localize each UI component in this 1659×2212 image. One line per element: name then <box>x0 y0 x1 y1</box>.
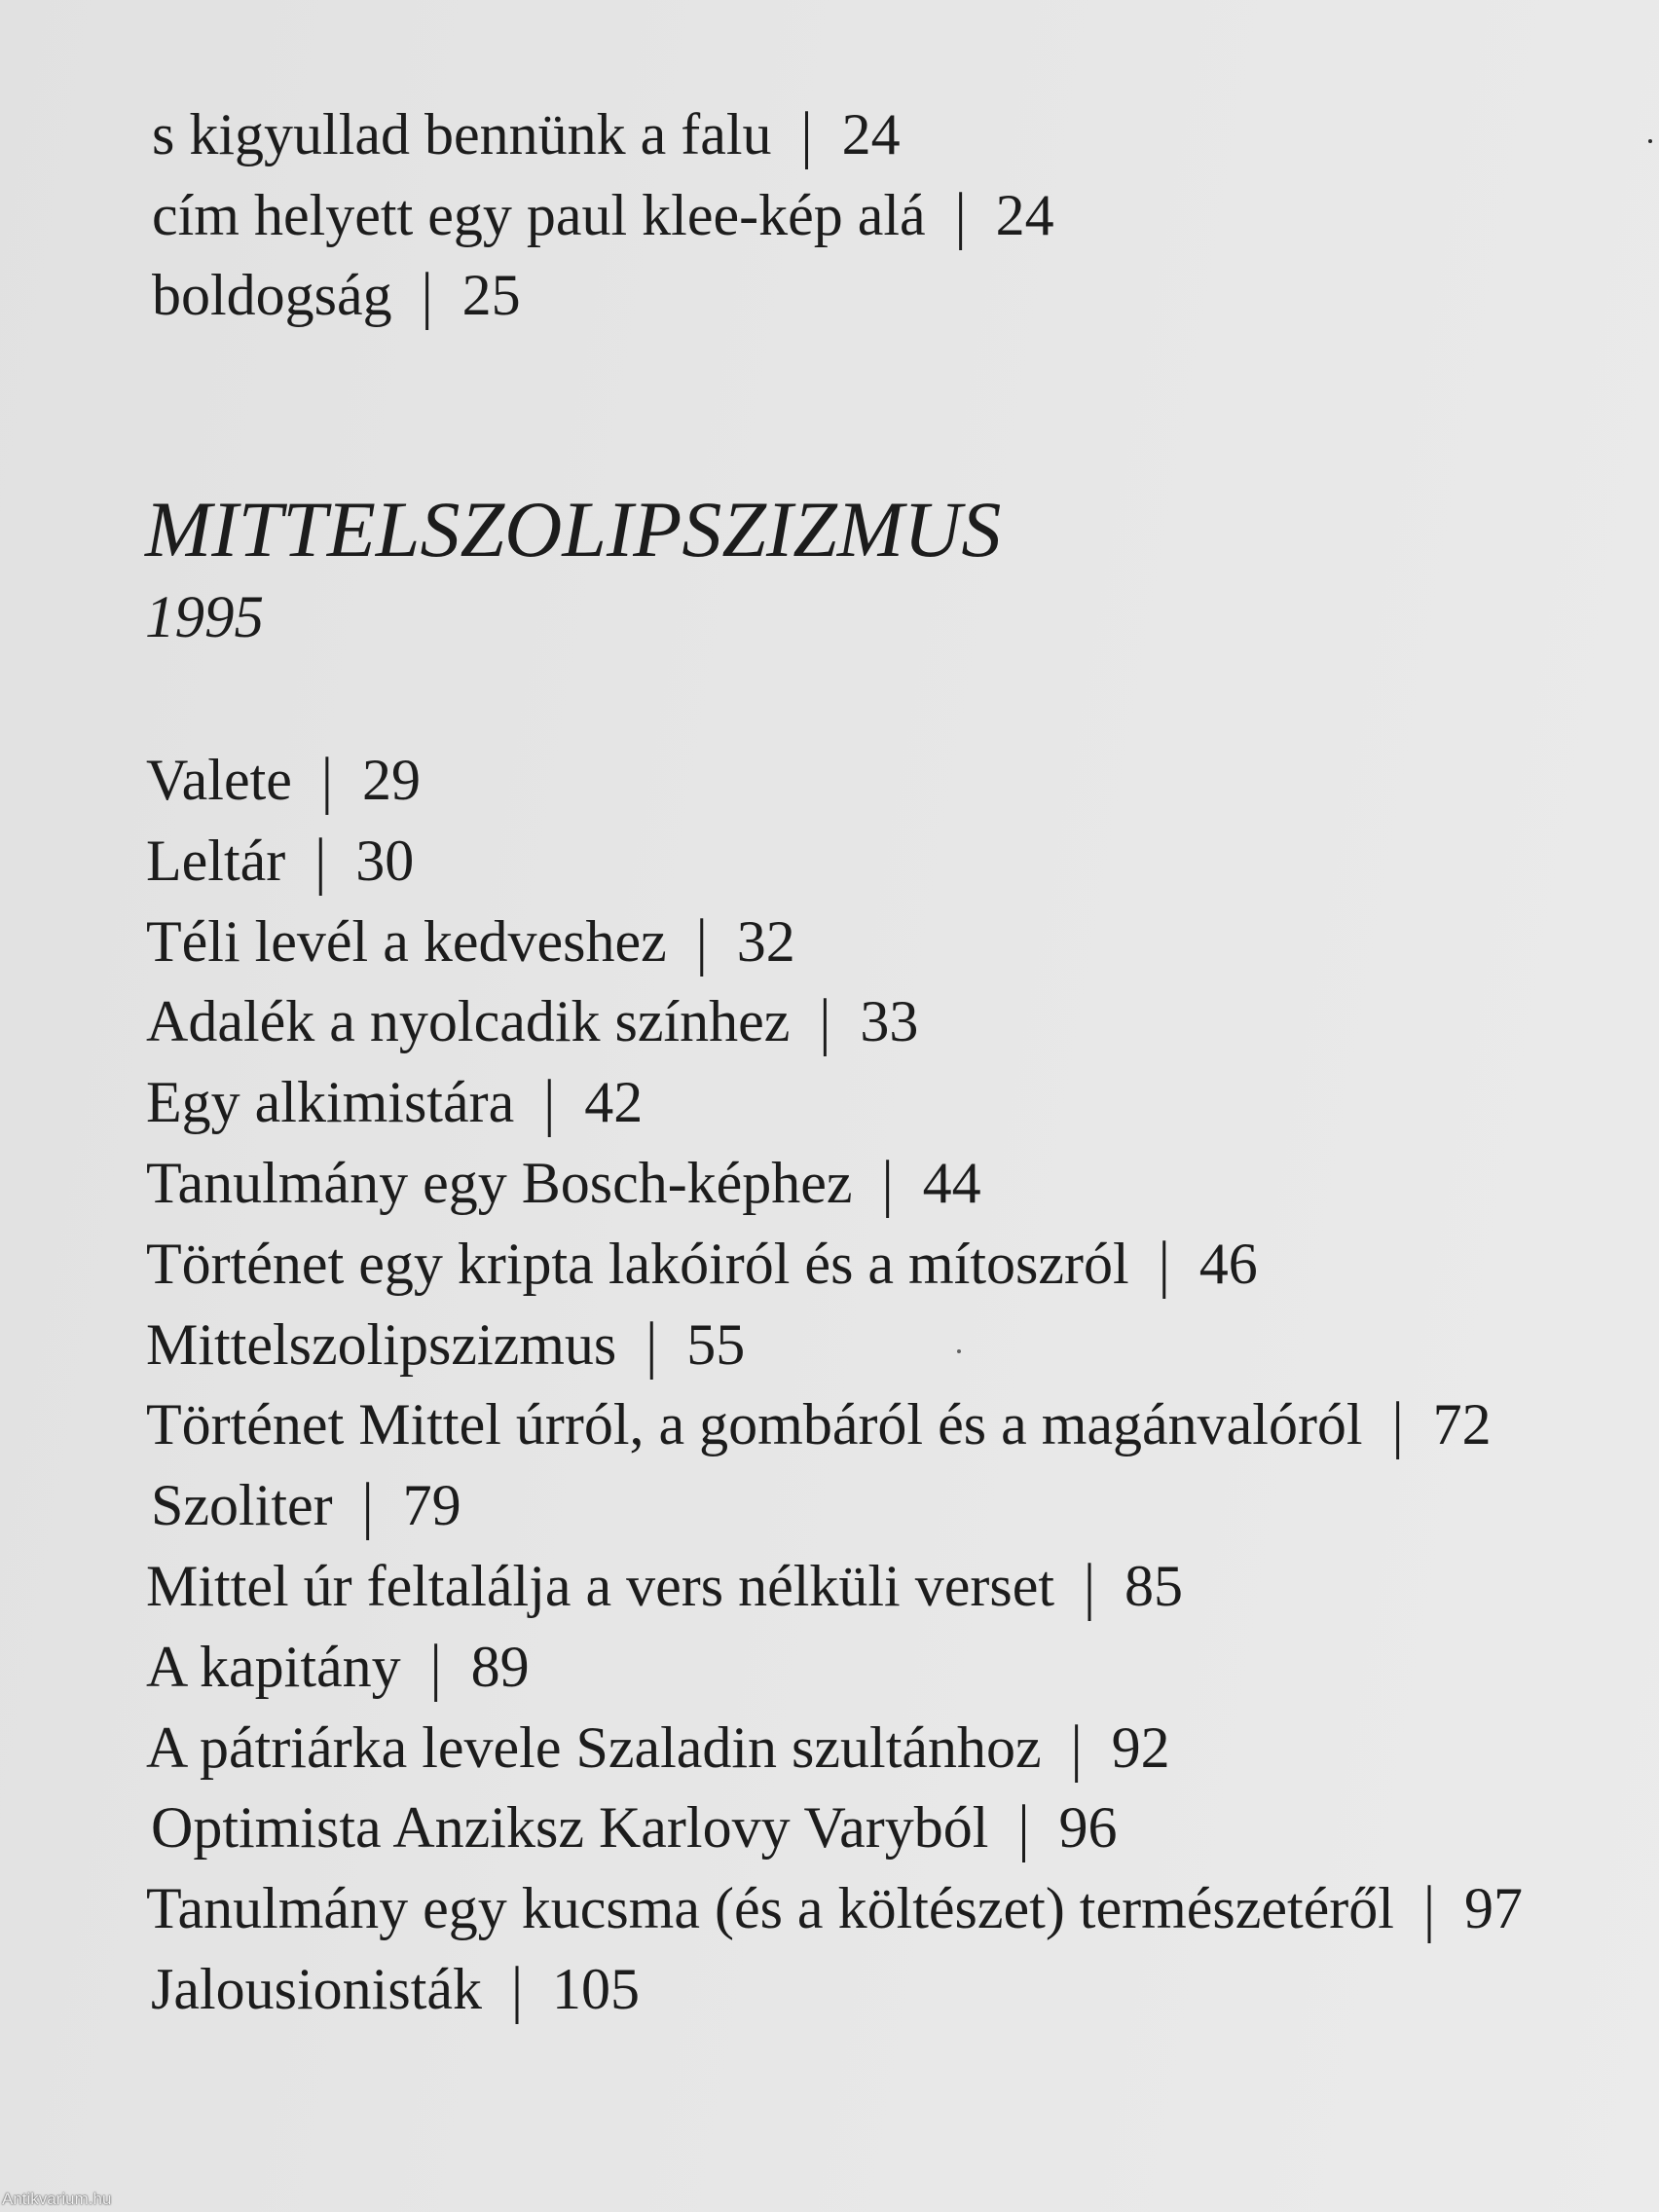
entry-separator: | <box>881 1147 894 1219</box>
entry-page-number: 32 <box>736 908 795 974</box>
entry-title: Történet Mittel úrról, a gombáról és a magánvalóról <box>146 1392 1363 1457</box>
entry-page-number: 97 <box>1463 1876 1523 1941</box>
entry-separator: | <box>695 905 708 977</box>
entry-separator: | <box>819 986 831 1057</box>
entry-page-number: 96 <box>1058 1795 1118 1861</box>
entry-separator: | <box>1017 1792 1030 1863</box>
toc-entry <box>146 1546 1523 1627</box>
entry-separator: | <box>314 825 327 897</box>
entry-separator: | <box>1158 1228 1170 1300</box>
entry-page-number: 25 <box>461 263 521 328</box>
entry-page-number: 79 <box>402 1473 461 1538</box>
entry-title: Valete <box>146 748 292 812</box>
entry-title: Egy alkimistára <box>146 1070 515 1135</box>
entry-page-number: 24 <box>995 182 1054 247</box>
entry-page-number: 92 <box>1111 1714 1170 1780</box>
entry-separator: | <box>1084 1550 1096 1622</box>
entry-separator: | <box>361 1469 374 1541</box>
entry-title: Optimista Anziksz Karlovy Varyból <box>151 1795 989 1861</box>
entry-separator: | <box>954 179 967 250</box>
entry-separator: | <box>543 1066 556 1138</box>
toc-entry <box>146 1708 1523 1788</box>
toc-entry <box>146 1305 1523 1385</box>
entry-separator: | <box>1070 1712 1083 1783</box>
entry-title: Szoliter <box>151 1473 333 1538</box>
entry-separator: | <box>320 744 333 816</box>
entry-page-number: 72 <box>1432 1392 1492 1457</box>
entry-separator: | <box>1422 1872 1435 1944</box>
toc-entry <box>146 1143 1523 1224</box>
entry-separator: | <box>800 98 813 170</box>
toc-entry <box>146 1062 1523 1143</box>
entry-title: Téli levél a kedveshez <box>146 908 667 974</box>
entry-separator: | <box>1391 1389 1404 1460</box>
entry-title: Tanulmány egy Bosch-képhez <box>146 1150 853 1215</box>
entry-separator: | <box>421 259 433 331</box>
entry-page-number: 55 <box>686 1311 746 1377</box>
toc-entry <box>146 1384 1523 1465</box>
entry-title: A kapitány <box>146 1634 401 1699</box>
entry-page-number: 42 <box>584 1070 644 1135</box>
toc-entry <box>146 1465 1523 1546</box>
entry-title: Adalék a nyolcadik színhez <box>146 989 791 1054</box>
entry-page-number: 105 <box>552 1956 641 2021</box>
entry-title: boldogság <box>152 263 392 328</box>
entry-page-number: 24 <box>841 102 901 166</box>
continued-contents-list <box>152 94 1054 336</box>
toc-entry <box>152 255 1054 336</box>
entry-page-number: 33 <box>860 989 919 1054</box>
toc-entry <box>146 740 1523 821</box>
entry-separator: | <box>429 1631 442 1703</box>
entry-page-number: 44 <box>922 1150 981 1215</box>
entry-title: s kigyullad bennünk a falu <box>152 102 772 166</box>
section-title: MITTELSZOLIPSZIZMUS <box>145 485 1002 573</box>
watermark: Antikvarium.hu <box>2 2190 112 2208</box>
entry-title: A pátriárka levele Szaladin szultánhoz <box>146 1714 1042 1780</box>
entry-separator: | <box>511 1953 524 2025</box>
toc-entry <box>146 981 1523 1062</box>
entry-page-number: 46 <box>1198 1231 1258 1296</box>
dust-speck <box>1648 139 1652 143</box>
toc-entry <box>146 1949 1523 2030</box>
entry-page-number: 85 <box>1124 1553 1184 1618</box>
entry-title: Tanulmány egy kucsma (és a költészet) természetéről <box>146 1876 1394 1941</box>
section-year: 1995 <box>145 585 264 650</box>
entry-page-number: 29 <box>361 748 421 812</box>
entry-title: Jalousionisták <box>151 1956 482 2021</box>
entry-title: cím helyett egy paul klee-kép alá <box>152 182 926 247</box>
entry-title: Leltár <box>146 828 286 893</box>
entry-title: Történet egy kripta lakóiról és a mítoszról <box>146 1231 1129 1296</box>
toc-entry <box>146 1627 1523 1708</box>
entry-title: Mittelszolipszizmus <box>146 1311 617 1377</box>
toc-entry <box>146 1788 1523 1868</box>
section-contents-list <box>146 740 1523 2030</box>
entry-separator: | <box>645 1309 658 1380</box>
toc-entry <box>146 821 1523 902</box>
toc-entry <box>152 94 1054 175</box>
entry-title: Mittel úr feltalálja a vers nélküli verset <box>146 1553 1054 1618</box>
entry-page-number: 30 <box>355 828 415 893</box>
dust-speck <box>957 1349 961 1353</box>
toc-entry <box>146 1868 1523 1949</box>
toc-entry <box>152 175 1054 256</box>
toc-entry <box>146 1224 1523 1305</box>
toc-entry <box>146 902 1523 982</box>
entry-page-number: 89 <box>470 1634 530 1699</box>
